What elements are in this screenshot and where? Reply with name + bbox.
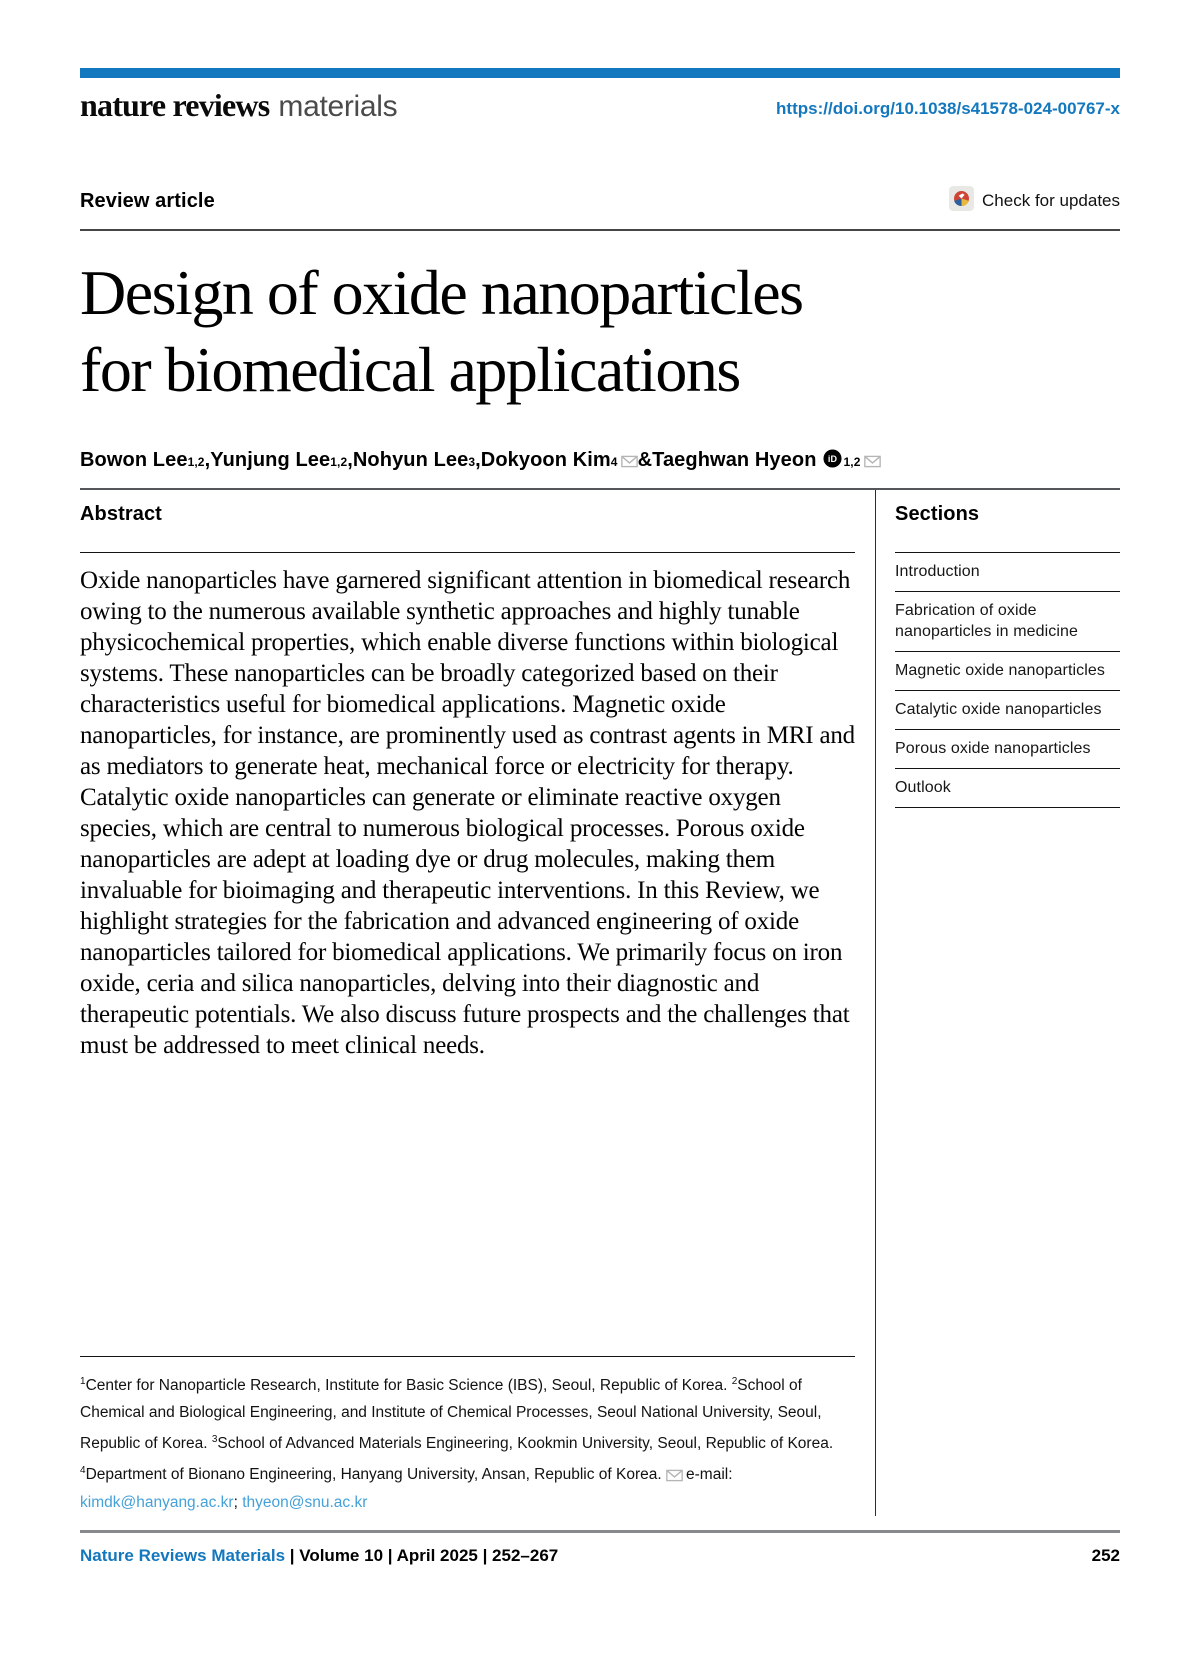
footnote-affiliation-text: Department of Bionano Engineering, Hanyang University, Ansan, Republic of Korea.: [85, 1466, 667, 1484]
footer-page-number: 252: [1091, 1545, 1120, 1565]
section-item[interactable]: Catalytic oxide nanoparticles: [895, 690, 1120, 729]
mail-icon[interactable]: [621, 449, 638, 472]
journal-header: [80, 87, 1120, 124]
svg-text:iD: iD: [827, 453, 837, 464]
author-separator: ,: [475, 448, 481, 471]
section-item[interactable]: Fabrication of oxide nanoparticles in medicine: [895, 591, 1120, 651]
footnote-email-label: e-mail:: [686, 1466, 733, 1484]
footer-rule: [80, 1530, 1120, 1533]
author-name: Yunjung Lee: [210, 448, 331, 471]
sections-list: [895, 552, 1120, 808]
footnote-email-link-1[interactable]: kimdk@hanyang.ac.kr: [80, 1493, 234, 1511]
title-line-1: Design of oxide nanoparticles: [80, 257, 803, 328]
footnote-affiliation-text: Center for Nanoparticle Research, Institute for Basic Science (IBS), Seoul, Republic of Korea.: [85, 1377, 732, 1395]
footnote-email-separator: ;: [233, 1493, 243, 1511]
content-columns: [80, 490, 1120, 1516]
orcid-icon[interactable]: [823, 449, 842, 472]
section-item[interactable]: Introduction: [895, 552, 1120, 591]
footer-meta: | Volume 10 | April 2025 | 252–267: [285, 1545, 559, 1565]
journal-wordmark-bold: nature reviews: [80, 87, 270, 123]
authors-line: Bowon Lee 1,2 , Yunjung Lee 1,2 , Nohyun Lee 3 , Dokyoon Kim 4 & Taeghwan Hyeon iD 1,2: [80, 449, 1120, 472]
footer-journal-link[interactable]: Nature Reviews Materials: [80, 1545, 286, 1565]
footnote-affiliation-sup: 2: [731, 1376, 738, 1388]
sections-heading: Sections: [895, 502, 980, 525]
abstract-heading-rule: [80, 552, 855, 553]
author-separator: &: [637, 448, 653, 471]
footnote-affiliation-sup: 4: [80, 1465, 86, 1477]
abstract-heading: Abstract: [80, 502, 162, 525]
abstract-text: Oxide nanoparticles have garnered significant attention in biomedical research owing to the numerous available synthetic approaches and highly tunable physicochemical properties, which enable diverse functions within biological systems. These nanoparticles can be broadly categorized based on their characteristics useful for biomedical applications. Magnetic oxide nanoparticles, for instance, are prominently used as contrast agents in MRI and as mediators to generate heat, mechanical force or electricity for therapy. Catalytic oxide nanoparticles can generate or eliminate reactive oxygen species, which are central to numerous biological processes. Porous oxide nanoparticles are adept at loading dye or drug molecules, making them invaluable for bioimaging and therapeutic interventions. In this Review, we highlight strategies for the fabrication and advanced engineering of oxide nanoparticles tailored for biomedical applications. We primarily focus on iron oxide, ceria and silica nanoparticles, delving into their diagnostic and therapeutic potentials. We also discuss future prospects and the challenges that must be addressed to meet clinical needs.: [80, 566, 855, 1059]
footnote-affiliation-text: School of Advanced Materials Engineering, Kookmin University, Seoul, Republic of Korea.: [217, 1435, 834, 1453]
doi-link[interactable]: https://doi.org/10.1038/s41578-024-00767-x: [776, 99, 1120, 118]
footer-citation: [80, 1546, 558, 1566]
author-name: Dokyoon Kim: [480, 448, 611, 471]
abstract-column: [80, 490, 855, 1516]
author-name: Taeghwan Hyeon: [652, 448, 817, 471]
sections-column: [895, 490, 1120, 1516]
page-title: [80, 255, 1120, 409]
page-footer: [80, 1546, 1120, 1566]
author-separator: ,: [347, 448, 353, 471]
author-separator: ,: [204, 448, 211, 471]
header-divider: [80, 229, 1120, 231]
mail-icon[interactable]: [864, 449, 881, 472]
footnote-affiliation-sup: 3: [211, 1434, 218, 1446]
section-item[interactable]: Outlook: [895, 768, 1120, 807]
footnote-affiliation-text: School of Chemical and Biological Engineering, and Institute of Chemical Processes, Seoul National University, Seoul, Republic of Korea.: [80, 1377, 822, 1453]
author-name: Nohyun Lee: [352, 448, 469, 471]
footnote-affiliation-sup: 1: [80, 1376, 86, 1388]
footnote-email-link-2[interactable]: thyeon@snu.ac.kr: [242, 1493, 368, 1511]
section-item[interactable]: Magnetic oxide nanoparticles: [895, 651, 1120, 690]
journal-accent-bar: [80, 68, 1120, 78]
crossmark-icon: [949, 186, 974, 216]
author-name: Bowon Lee: [80, 448, 188, 471]
article-type-label: Review article: [80, 189, 215, 212]
journal-logo: [80, 87, 397, 124]
affiliations-footnote: [80, 1356, 855, 1515]
section-item[interactable]: Porous oxide nanoparticles: [895, 729, 1120, 768]
mail-icon: [666, 1467, 686, 1484]
check-for-updates-label: Check for updates: [982, 191, 1120, 210]
journal-wordmark-light: materials: [278, 90, 398, 123]
check-for-updates-button[interactable]: [949, 186, 1120, 216]
title-line-2: for biomedical applications: [80, 333, 740, 405]
article-type-row: [80, 186, 1120, 216]
column-divider: [875, 490, 876, 1516]
